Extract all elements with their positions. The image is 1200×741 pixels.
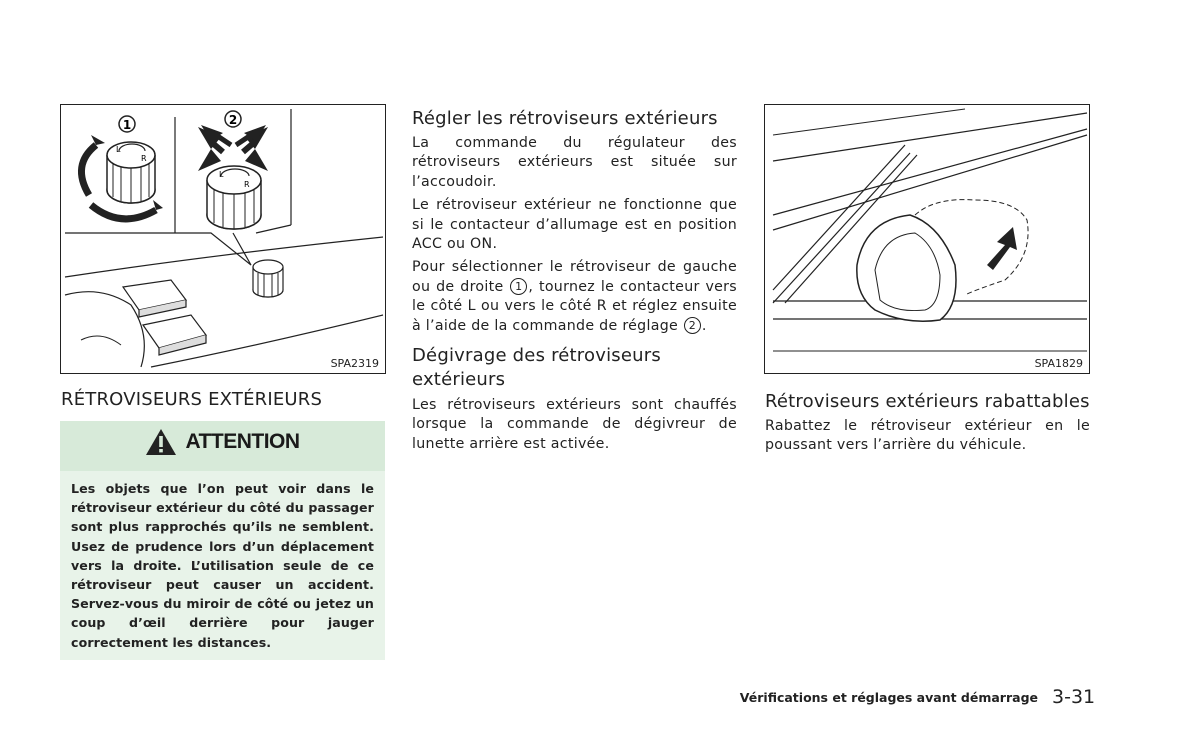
p3-text-c: . [701,317,707,334]
warning-text: Les objets que l’on peut voir dans le rétroviseur extérieur du côté du passager sont plus rapprochés qu’ils ne semblent. Usez de prudence lors d’un déplacement vers la droite. L’utilisation seule de ce rétroviseur peut causer un accident. Servez-vous du miroir de côté ou jetez un coup d’œil derrière pour jauger correctement les distances. [71,481,374,650]
figure-mirror-control [60,104,386,374]
adjust-paragraph-3 [412,258,737,336]
mirror-housing [857,215,956,321]
knob2-r-label: R [244,180,250,189]
ref-2-badge: 2 [684,317,701,334]
footer-section-title: Vérifications et réglages avant démarrage [739,690,1038,705]
warning-triangle-icon [145,428,177,456]
figure-code: SPA1829 [1034,357,1083,370]
folding-mirror-illustration [765,105,1088,372]
marker-1-label: 1 [122,118,132,132]
knob-l-label: L [116,145,121,154]
knob2-l-label: L [219,170,224,179]
adjust-paragraph-2: Le rétroviseur extérieur ne fonctionne que si le contacteur d’allumage est en position ACC ou ON. [412,197,737,253]
right-column [765,390,1090,456]
mirror-control-illustration [61,105,384,372]
ref-1-badge: 1 [510,278,527,295]
warning-body [60,471,385,660]
adjust-paragraph-1: La commande du régulateur des rétroviseurs extérieurs est située sur l’accoudoir. [412,135,737,190]
armrest-illustration [65,237,383,367]
figure-folding-mirror [764,104,1090,374]
defrost-heading: Dégivrage des rétroviseurs extérieurs [412,345,661,391]
folding-heading: Rétroviseurs extérieurs rabattables [765,391,1090,412]
selector-knob [107,142,155,203]
marker-2-label: 2 [228,113,238,127]
knob-r-label: R [141,154,147,163]
warning-title: ATTENTION [185,430,300,453]
p3-text-a: Pour sélectionner le rétroviseur de gauche ou de droite [412,259,737,295]
fold-arrow-icon [987,227,1017,270]
figure-code: SPA2319 [330,357,379,370]
adjust-knob [207,166,261,229]
warning-box [60,421,385,660]
folding-paragraph: Rabattez le rétroviseur extérieur en le poussant vers l’arrière du véhicule. [765,418,1090,454]
section-heading: RÉTROVISEURS EXTÉRIEURS [61,389,323,410]
warning-header [60,421,385,463]
defrost-paragraph: Les rétroviseurs extérieurs sont chauffés lorsque la commande de dégivreur de lunette arrière est activée. [412,397,737,452]
page-number: 3-31 [1052,686,1096,708]
p3-text-b: , tournez le contacteur vers le côté L ou vers le côté R et réglez ensuite à l’aide de la commande de réglage [412,278,737,334]
adjust-heading: Régler les rétroviseurs extérieurs [412,108,718,129]
middle-column [412,107,737,454]
